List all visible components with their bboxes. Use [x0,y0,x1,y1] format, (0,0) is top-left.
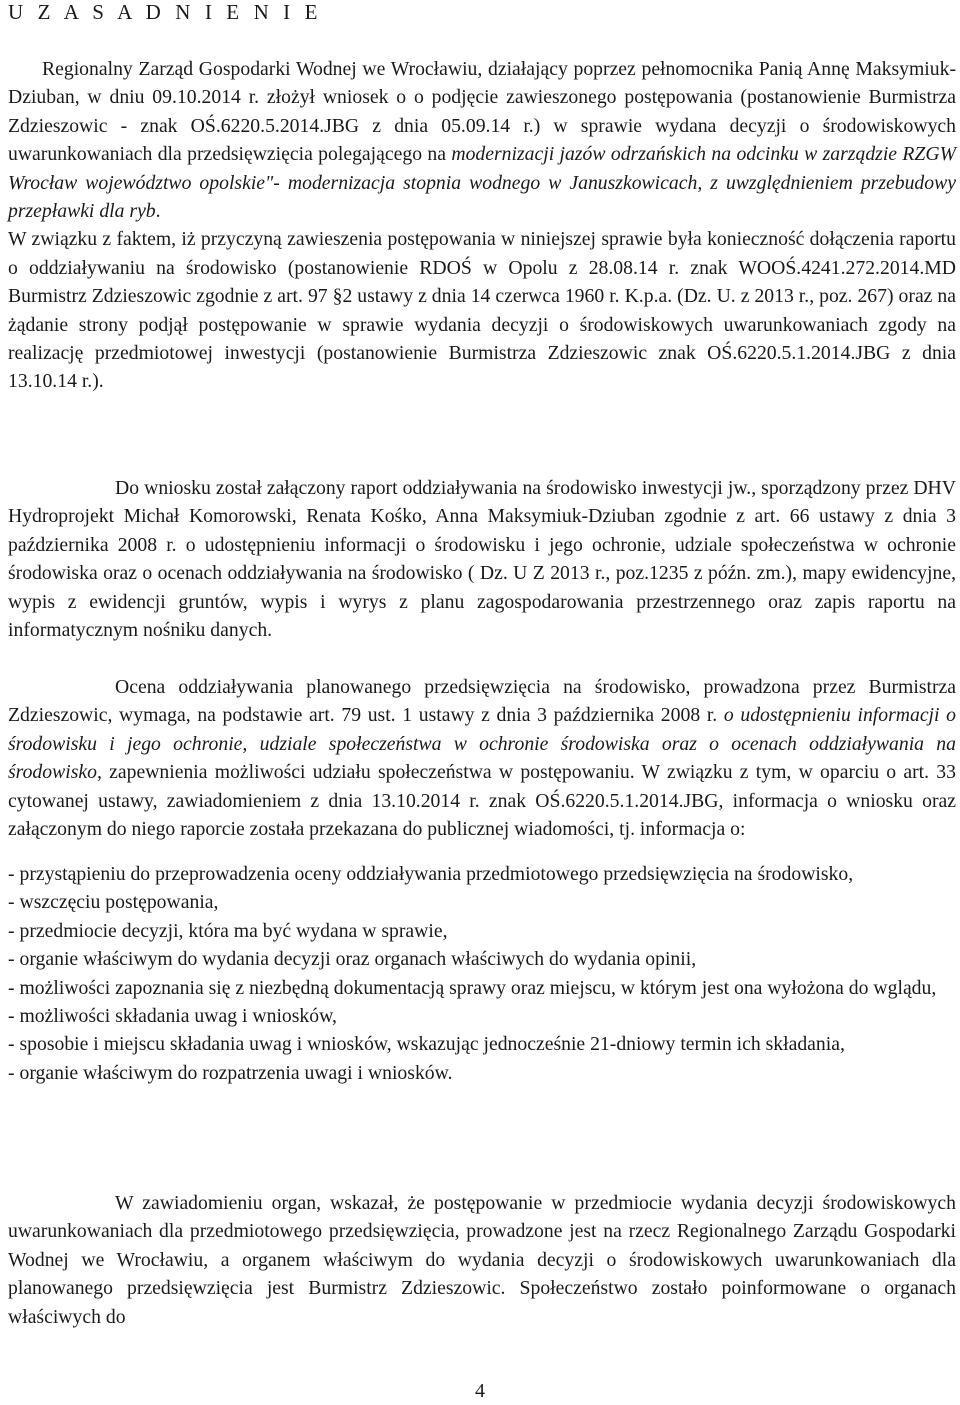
list-item: - organie właściwym do wydania decyzji oraz organach właściwych do wydania opinii, [8,948,697,971]
list-item: - przystąpieniu do przeprowadzenia oceny oddziaływania przedmiotowego przedsięwzięcia na środowisko, [8,863,854,885]
paragraph-notification: W zawiadomieniu organ, wskazał, że postępowanie w przedmiocie wydania decyzji środowiskowych uwarunkowaniach dla przedmiotowego przedsięwzięcia, prowadzone jest na rzecz Regionalnego Zarządu Gospodarki Wodnej we Wrocławiu, a organem właściwym do wydania decyzji o środowiskowych uwarunkowaniach dla planowanego przedsięwzięcia jest Burmistrz Zdzieszowic. Społeczeństwo zostało poinformowane o organach właściwych do [8,1192,956,1328]
list-item: - przedmiocie decyzji, która ma być wydana w sprawie, [8,919,448,942]
list-item: - możliwości składania uwag i wniosków, [8,1005,337,1028]
information-list [8,860,956,1087]
list-item: - wszczęciu postępowania, [8,891,219,914]
paragraph-application-end: . [155,200,161,223]
list-item: - sposobie i miejscu składania uwag i wniosków, wskazując jednocześnie 21-dniowy termin ich składania, [8,1033,845,1056]
section-heading: U Z A S A D N I E N I E [8,0,323,24]
paragraph-assessment-text: Ocena oddziaływania planowanego przedsięwzięcia na środowisko, prowadzona przez Burmistrza Zdzieszowic, wymaga, na podstawie art. 79 ust. 1 ustawy z dnia 3 października 2008 r. [8,676,956,727]
paragraph-application [8,55,956,396]
paragraph-suspension-text: W związku z faktem, iż przyczyną zawieszenia postępowania w niniejszej sprawie była konieczność dołączenia raportu o oddziaływaniu na środowisko (postanowienie RDOŚ w Opolu z 28.08.14 r. znak WOOŚ.4241.272.2014.MD Burmistrz Zdzieszowic zgodnie z art. 97 §2 ustawy z dnia 14 czerwca 1960 r. K.p.a. (Dz. U. z 2013 r., poz. 267) oraz na żądanie strony podjął postępowanie w sprawie wydania decyzji o środowiskowych uwarunkowaniach zgody na realizację przedmiotowej inwestycji (postanowienie Burmistrza Zdzieszowic znak OŚ.6220.5.1.2014.JBG z dnia 13.10.14 r.). [8,228,956,393]
paragraph-assessment [8,673,956,843]
list-item: - możliwości zapoznania się z niezbędną dokumentacją sprawy oraz miejscu, w którym jest ona wyłożona do wglądu, [8,976,937,999]
paragraph-application-text: Regionalny Zarząd Gospodarki Wodnej we Wrocławiu, działający poprzez pełnomocnika Panią Annę Maksymiuk-Dziuban, w dniu 09.10.2014 r. złożył wniosek o o podjęcie zawieszonego postępowania (postanowienie Burmistrza Zdzieszowic - znak OŚ.6220.5.2014.JBG z dnia 05.09.14 r.) w sprawie wydana decyzji o środowiskowych uwarunkowaniach dla przedsięwzięcia polegającego na [8,58,956,166]
paragraph-assessment-end: zapewnienia możliwości udziału społeczeństwa w postępowaniu. W związku z tym, w oparciu o art. 33 cytowanej ustawy, zawiadomieniem z dnia 13.10.2014 r. znak OŚ.6220.5.1.2014.JBG, informacja o wniosku oraz załączonym do niego raporcie została przekazana do publicznej wiadomości, tj. informacja o: [8,761,956,841]
page-number: 4 [475,1380,485,1402]
project-name-italic: modernizacji jazów odrzańskich na odcinku w zarządzie RZGW Wrocław województwo opolskie"- modernizacja stopnia wodnego w Januszkowicach, z uwzględnieniem przebudowy przepławki dla ryb [8,143,956,223]
act-title-italic: o udostępnieniu informacji o środowisku i jego ochronie, udziale społeczeństwa w ochronie środowiska oraz o ocenach oddziaływania na środowisko, [8,704,956,784]
list-item: - organie właściwym do rozpatrzenia uwagi i wniosków. [8,1061,453,1084]
paragraph-report: Do wniosku został załączony raport oddziaływania na środowisko inwestycji jw., sporządzony przez DHV Hydroprojekt Michał Komorowski, Renata Kośko, Anna Maksymiuk-Dziuban zgodnie z art. 66 ustawy z dnia 3 października 2008 r. o udostępnieniu informacji o środowisku i jego ochronie, udziale społeczeństwa w ochronie środowiska oraz o ocenach oddziaływania na środowisko ( Dz. U Z 2013 r., poz.1235 z późn. zm.), mapy ewidencyjne, wypis z ewidencji gruntów, wypis i wyrys z planu zagospodarowania przestrzennego oraz zapis raportu na informatycznym nośniku danych. [8,477,956,642]
